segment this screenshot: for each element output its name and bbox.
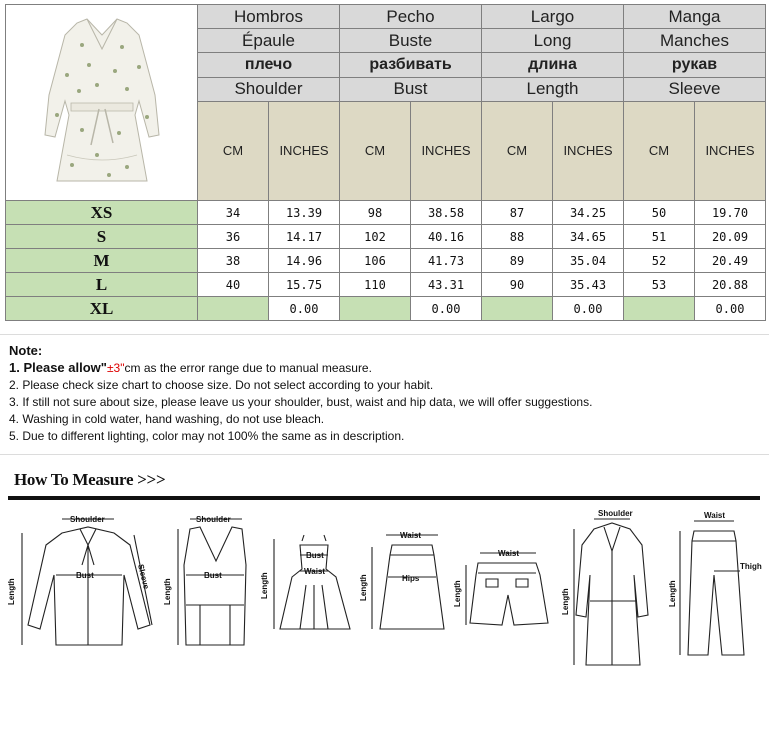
value-cell: [198, 297, 269, 321]
value-cell: 102: [340, 225, 411, 249]
note-line-1: [9, 359, 592, 377]
value-cell: 13.39: [269, 201, 340, 225]
label-waist-7: Waist: [704, 511, 726, 520]
label-length-4: Length: [359, 574, 368, 601]
size-label: S: [6, 225, 198, 249]
table-row: [6, 249, 766, 273]
how-to-measure-title: How To Measure >>>: [14, 470, 166, 489]
unit-cell: INCHES: [269, 101, 340, 200]
value-cell: 34: [198, 201, 269, 225]
unit-cell: INCHES: [553, 101, 624, 200]
label-shoulder-6: Shoulder: [598, 509, 633, 518]
value-cell: 0.00: [553, 297, 624, 321]
label-waist-5: Waist: [498, 549, 520, 558]
divider: [0, 334, 769, 335]
label-bust-3: Bust: [306, 551, 324, 560]
note-line-2: 2. Please check size chart to choose size. Do not select according to your habit.: [9, 378, 434, 392]
value-cell: 20.09: [695, 225, 766, 249]
label-length-3: Length: [260, 572, 269, 599]
top-figure: [178, 519, 246, 645]
value-cell: 15.75: [269, 273, 340, 297]
value-cell: 52: [624, 249, 695, 273]
value-cell: 88: [482, 225, 553, 249]
header-shoulder-es: Hombros: [198, 5, 340, 29]
size-label: XL: [6, 297, 198, 321]
value-cell: 34.25: [553, 201, 624, 225]
label-waist-3: Waist: [304, 567, 326, 576]
label-length-2: Length: [163, 578, 172, 605]
label-length-7: Length: [668, 580, 677, 607]
value-cell: 51: [624, 225, 695, 249]
shorts-figure: [466, 553, 548, 625]
value-cell: 34.65: [553, 225, 624, 249]
header-bust-ru: разбивать: [340, 53, 482, 77]
header-length-fr: Long: [482, 29, 624, 53]
value-cell: [624, 297, 695, 321]
label-length-6: Length: [561, 588, 570, 615]
product-photo: [6, 5, 198, 201]
divider: [0, 454, 769, 455]
value-cell: 110: [340, 273, 411, 297]
header-bust-fr: Buste: [340, 29, 482, 53]
note-1-prefix: 1. Please allow": [9, 360, 107, 375]
value-cell: 98: [340, 201, 411, 225]
value-cell: 14.17: [269, 225, 340, 249]
value-cell: 106: [340, 249, 411, 273]
note-1-tolerance: ±3": [106, 361, 125, 375]
strap-dress-figure: [274, 535, 350, 629]
unit-cell: INCHES: [695, 101, 766, 200]
value-cell: 87: [482, 201, 553, 225]
table-row: [6, 273, 766, 297]
table-row: [6, 201, 766, 225]
size-label: L: [6, 273, 198, 297]
blouse-figure: [22, 519, 152, 645]
header-shoulder-en: Shoulder: [198, 77, 340, 101]
how-to-measure-rule: [8, 496, 760, 500]
note-line-3: 3. If still not sure about size, please leave us your shoulder, bust, waist and hip data, we will offer suggestions.: [9, 395, 593, 409]
value-cell: 20.88: [695, 273, 766, 297]
value-cell: 41.73: [411, 249, 482, 273]
header-sleeve-en: Sleeve: [624, 77, 766, 101]
value-cell: 36: [198, 225, 269, 249]
value-cell: 40.16: [411, 225, 482, 249]
header-shoulder-ru: плечо: [198, 53, 340, 77]
header-length-es: Largo: [482, 5, 624, 29]
value-cell: 89: [482, 249, 553, 273]
note-line-4: 4. Washing in cold water, hand washing, do not use bleach.: [9, 412, 325, 426]
dress-illustration: [27, 5, 177, 195]
label-bust-1: Bust: [76, 571, 94, 580]
label-hips-4: Hips: [402, 574, 420, 583]
note-1-text: cm as the error range due to manual measure.: [124, 361, 372, 375]
note-line-5: 5. Due to different lighting, color may not 100% the same as in description.: [9, 429, 405, 443]
value-cell: 50: [624, 201, 695, 225]
unit-cell: CM: [482, 101, 553, 200]
value-cell: 43.31: [411, 273, 482, 297]
value-cell: 14.96: [269, 249, 340, 273]
value-cell: 40: [198, 273, 269, 297]
header-shoulder-fr: Épaule: [198, 29, 340, 53]
unit-cell: CM: [624, 101, 695, 200]
table-row: [6, 225, 766, 249]
notes-title: Note:: [9, 343, 43, 358]
unit-cell: CM: [340, 101, 411, 200]
label-thigh-7: Thigh: [740, 562, 762, 571]
value-cell: [340, 297, 411, 321]
value-cell: 20.49: [695, 249, 766, 273]
label-waist-4: Waist: [400, 531, 422, 540]
header-sleeve-es: Manga: [624, 5, 766, 29]
label-length-1: Length: [7, 578, 16, 605]
value-cell: [482, 297, 553, 321]
value-cell: 0.00: [411, 297, 482, 321]
label-sleeve-1: Sleeve: [136, 563, 151, 591]
unit-cell: INCHES: [411, 101, 482, 200]
header-sleeve-fr: Manches: [624, 29, 766, 53]
value-cell: 90: [482, 273, 553, 297]
header-bust-en: Bust: [340, 77, 482, 101]
coat-figure: [574, 519, 648, 665]
size-label: XS: [6, 201, 198, 225]
header-bust-es: Pecho: [340, 5, 482, 29]
trousers-figure: [680, 521, 744, 655]
label-shoulder-2: Shoulder: [196, 515, 231, 524]
header-sleeve-ru: рукав: [624, 53, 766, 77]
label-length-5: Length: [453, 580, 462, 607]
unit-cell: CM: [198, 101, 269, 200]
measurement-figures: [0, 505, 769, 675]
table-row: [6, 297, 766, 321]
value-cell: 53: [624, 273, 695, 297]
value-cell: 38.58: [411, 201, 482, 225]
value-cell: 35.04: [553, 249, 624, 273]
value-cell: 0.00: [269, 297, 340, 321]
size-table: [5, 4, 766, 321]
label-bust-2: Bust: [204, 571, 222, 580]
label-shoulder-1: Shoulder: [70, 515, 105, 524]
value-cell: 35.43: [553, 273, 624, 297]
header-length-ru: длина: [482, 53, 624, 77]
value-cell: 19.70: [695, 201, 766, 225]
size-label: M: [6, 249, 198, 273]
value-cell: 0.00: [695, 297, 766, 321]
header-length-en: Length: [482, 77, 624, 101]
notes-section: [9, 342, 592, 445]
size-chart: [0, 0, 769, 331]
value-cell: 38: [198, 249, 269, 273]
